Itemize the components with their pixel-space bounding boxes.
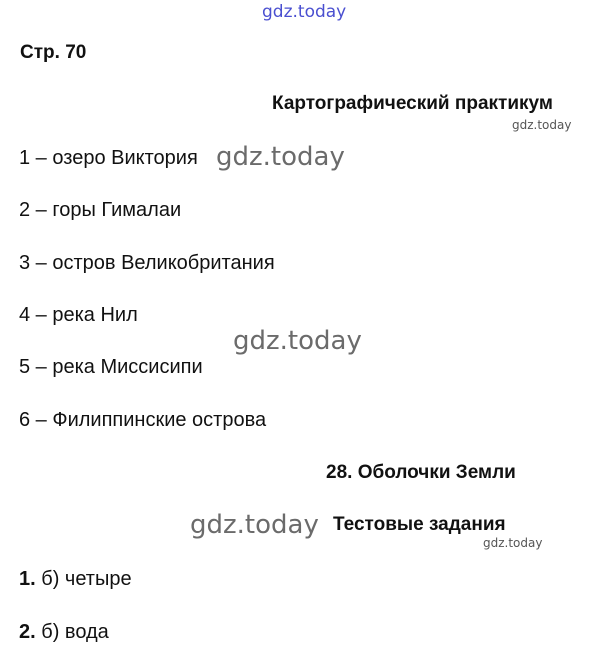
answer-number: 2. [19,621,36,643]
watermark-small-2: gdz.today [483,536,543,550]
page-label: Стр. 70 [20,42,87,63]
watermark-inline-1: gdz.today [216,142,345,172]
list-item: 6 – Филиппинские острова [19,409,267,431]
watermark-top: gdz.today [262,2,347,22]
list-item: 3 – остров Великобритания [19,252,275,274]
watermark-small-1: gdz.today [512,118,572,132]
answer-number: 1. [19,568,36,590]
answer-text: б) вода [35,621,109,643]
answer-text: б) четыре [35,568,132,590]
watermark-middle: gdz.today [233,326,362,356]
section-heading-cartography: Картографический практикум [272,93,553,114]
list-item: 4 – река Нил [19,304,138,326]
answer-item [19,568,132,591]
watermark-inline-2: gdz.today [190,510,319,540]
answer-item [19,621,109,644]
section-heading-shells: 28. Оболочки Земли [326,462,516,483]
section-subheading-tests: Тестовые задания [333,514,506,535]
list-item: 1 – озеро Виктория [19,147,198,169]
list-item: 2 – горы Гималаи [19,199,182,221]
list-item: 5 – река Миссисипи [19,356,203,378]
